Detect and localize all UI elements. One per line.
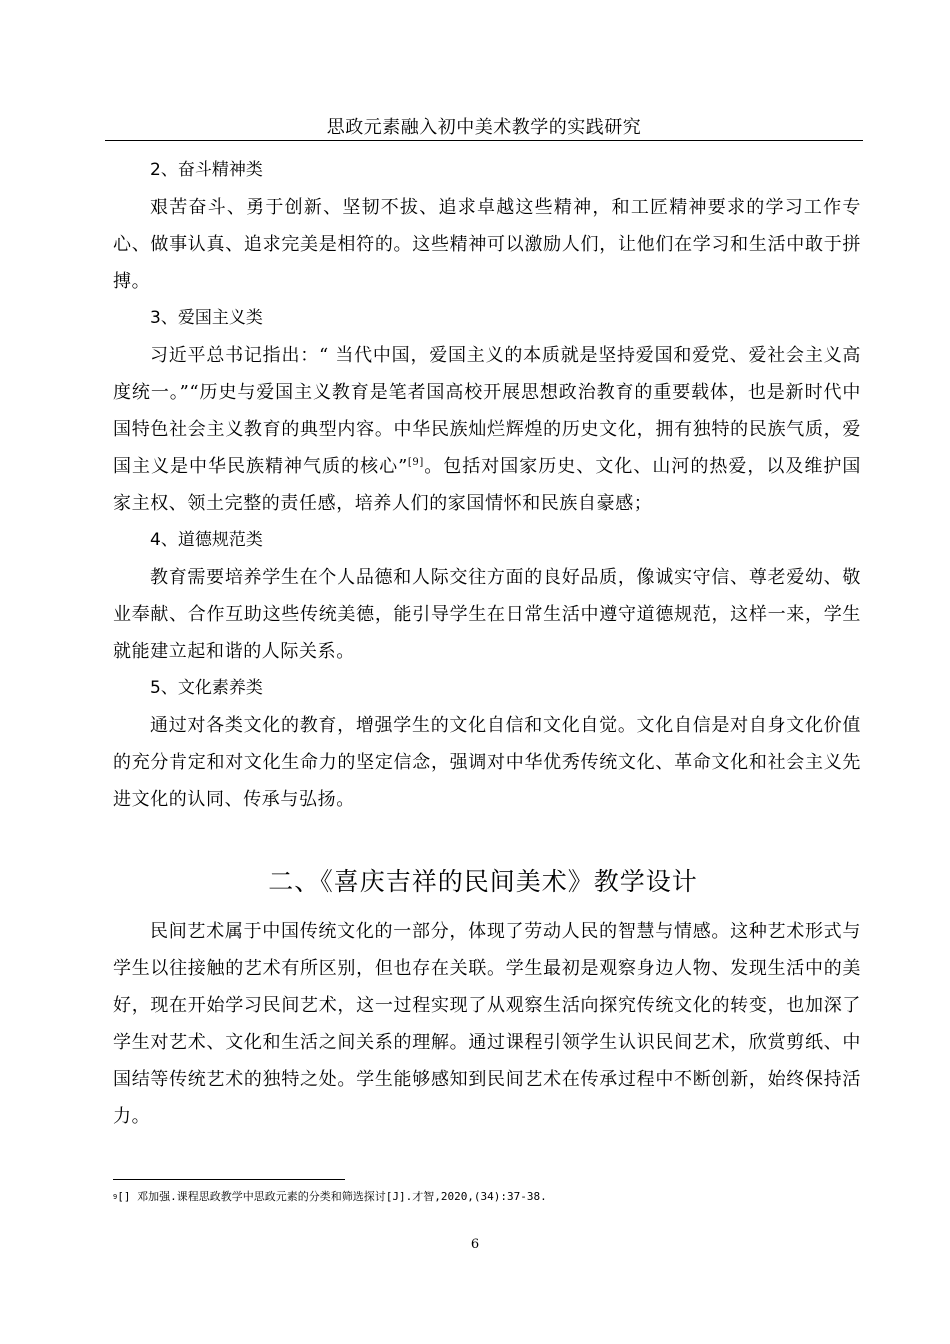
subheading-struggle-spirit: 2、奋斗精神类 <box>150 160 263 180</box>
running-header: 思政元素融入初中美术教学的实践研究 <box>326 117 642 138</box>
paragraph-moral-norms: 教育需要培养学生在个人品德和人际交往方面的良好品质，像诚实守信、尊老爱幼、敬业奉献、合作互助这些传统美德，能引导学生在日常生活中遵守道德规范，这样一来，学生就能建立起和谐的人际关系。 <box>113 567 861 662</box>
paragraph-struggle-spirit: 艰苦奋斗、勇于创新、坚韧不拔、追求卓越这些精神，和工匠精神要求的学习工作专心、做事认真、追求完美是相符的。这些精神可以激励人们，让他们在学习和生活中敢于拼搏。 <box>113 197 861 292</box>
paragraph-folk-art: 民间艺术属于中国传统文化的一部分，体现了劳动人民的智慧与情感。这种艺术形式与学生以往接触的艺术有所区别，但也存在关联。学生最初是观察身边人物、发现生活中的美好，现在开始学习民间艺术，这一过程实现了从观察生活向探究传统文化的转变，也加深了学生对艺术、文化和生活之间关系的理解。通过课程引领学生认识民间艺术，欣赏剪纸、中国结等传统艺术的独特之处。学生能够感知到民间艺术在传承过程中不断创新，始终保持活力。 <box>113 921 861 1127</box>
footnote-divider <box>113 1179 345 1180</box>
paragraph-cultural-literacy: 通过对各类文化的教育，增强学生的文化自信和文化自觉。文化自信是对自身文化价值的充分肯定和对文化生命力的坚定信念，强调对中华优秀传统文化、革命文化和社会主义先进文化的认同、传承与弘扬。 <box>113 715 861 810</box>
citation-marker[interactable]: [9] <box>407 457 424 468</box>
patriotism-text-part1: 习近平总书记指出：“ 当代中国，爱国主义的本质就是坚持爱国和爱党、爱社会主义高度统一。”“历史与爱国主义教育是笔者国高校开展思想政治教育的重要载体，也是新时代中国特色社会主义教育的典型内容。中华民族灿烂辉煌的历史文化，拥有独特的民族气质，爱国主义是中华民族精神气质的核心” <box>113 345 861 477</box>
paragraph-patriotism <box>113 337 861 522</box>
subheading-moral-norms: 4、道德规范类 <box>150 530 263 550</box>
subheading-patriotism: 3、爱国主义类 <box>150 308 263 328</box>
header-divider <box>105 140 863 141</box>
section-list <box>113 152 861 818</box>
footnote <box>113 1189 873 1205</box>
chapter-body <box>113 913 861 1135</box>
footnote-text: [] 邓加强.课程思政教学中思政元素的分类和筛选探讨[J].才智,2020,(34):37-38. <box>117 1190 547 1203</box>
footnote-marker: 9 <box>113 1193 118 1201</box>
patriotism-text-part2: 。包括对国家历史、文化、山河的热爱，以及维护国家主权、领土完整的责任感，培养人们的家国情怀和民族自豪感； <box>113 456 861 514</box>
subheading-cultural-literacy: 5、文化素养类 <box>150 678 263 698</box>
page-number: 6 <box>470 1237 480 1252</box>
chapter-title: 二、《喜庆吉祥的民间美术》教学设计 <box>268 867 698 896</box>
